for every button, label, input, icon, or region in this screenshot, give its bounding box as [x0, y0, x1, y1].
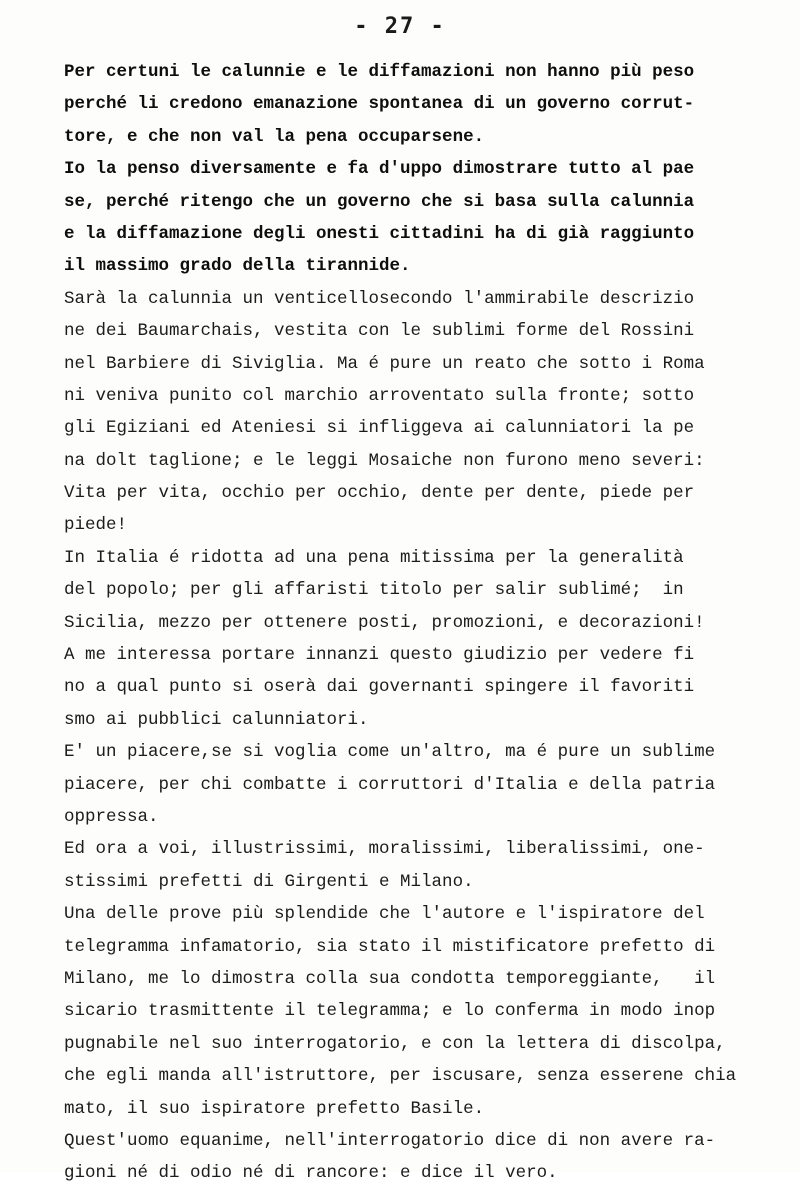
text-line: telegramma infamatorio, sia stato il mistificatore prefetto di: [64, 936, 716, 957]
text-line: Milano, me lo dimostra colla sua condotta temporeggiante, il: [64, 968, 716, 989]
text-line: Vita per vita, occhio per occhio, dente per dente, piede per: [64, 483, 695, 504]
text-line: perché li credono emanazione spontanea di un governo corrut-: [64, 94, 695, 115]
text-line: ni veniva punito col marchio arroventato sulla fronte; sotto: [64, 385, 695, 406]
text-line: E' un piacere,se si voglia come un'altro, ma é pure un sublime: [64, 742, 716, 763]
text-line: Io la penso diversamente e fa d'uppo dimostrare tutto al pae: [64, 159, 695, 180]
text-line: del popolo; per gli affaristi titolo per salir sublimé; in: [64, 580, 684, 601]
text-line: piede!: [64, 515, 128, 536]
text-line: gli Egiziani ed Ateniesi si infliggeva ai calunniatori la pe: [64, 418, 695, 439]
text-line: mato, il suo ispiratore prefetto Basile.: [64, 1098, 485, 1119]
text-line: na dolt taglione; e le leggi Mosaiche non furono meno severi:: [64, 450, 705, 471]
text-line: Una delle prove più splendide che l'autore e l'ispiratore del: [64, 904, 705, 925]
text-line: tore, e che non val la pena occuparsene.: [64, 126, 485, 147]
text-line: nel Barbiere di Siviglia. Ma é pure un reato che sotto i Roma: [64, 353, 705, 374]
text-line: A me interessa portare innanzi questo giudizio per vedere fi: [64, 645, 695, 666]
body-text: [64, 56, 764, 1190]
text-line: Quest'uomo equanime, nell'interrogatorio dice di non avere ra-: [64, 1130, 716, 1151]
text-line: sicario trasmittente il telegramma; e lo conferma in modo inop: [64, 1001, 716, 1022]
text-line: piacere, per chi combatte i corruttori d'Italia e della patria: [64, 774, 716, 795]
text-line: pugnabile nel suo interrogatorio, e con la lettera di discolpa,: [64, 1033, 726, 1054]
text-line: il massimo grado della tirannide.: [64, 256, 411, 277]
text-line: e la diffamazione degli onesti cittadini ha di già raggiunto: [64, 223, 695, 244]
text-line: gioni né di odio né di rancore: e dice il vero.: [64, 1163, 558, 1184]
text-line: stissimi prefetti di Girgenti e Milano.: [64, 871, 474, 892]
text-line: Sicilia, mezzo per ottenere posti, promozioni, e decorazioni!: [64, 612, 705, 633]
text-line: no a qual punto si oserà dai governanti spingere il favoriti: [64, 677, 695, 698]
text-line: Per certuni le calunnie e le diffamazioni non hanno più peso: [64, 62, 695, 82]
text-line: oppressa.: [64, 806, 159, 827]
text-line: se, perché ritengo che un governo che si basa sulla calunnia: [64, 191, 695, 212]
text-line: che egli manda all'istruttore, per iscusare, senza esserene chia: [64, 1066, 737, 1087]
text-line: In Italia é ridotta ad una pena mitissima per la generalità: [64, 547, 684, 568]
text-line: Ed ora a voi, illustrissimi, moralissimi, liberalissimi, one-: [64, 839, 705, 860]
text-line: ne dei Baumarchais, vestita con le sublimi forme del Rossini: [64, 321, 695, 342]
page-number: - 27 -: [354, 14, 446, 39]
text-line: Sarà la calunnia un venticellosecondo l'ammirabile descrizio: [64, 288, 695, 309]
text-line: smo ai pubblici calunniatori.: [64, 709, 369, 730]
